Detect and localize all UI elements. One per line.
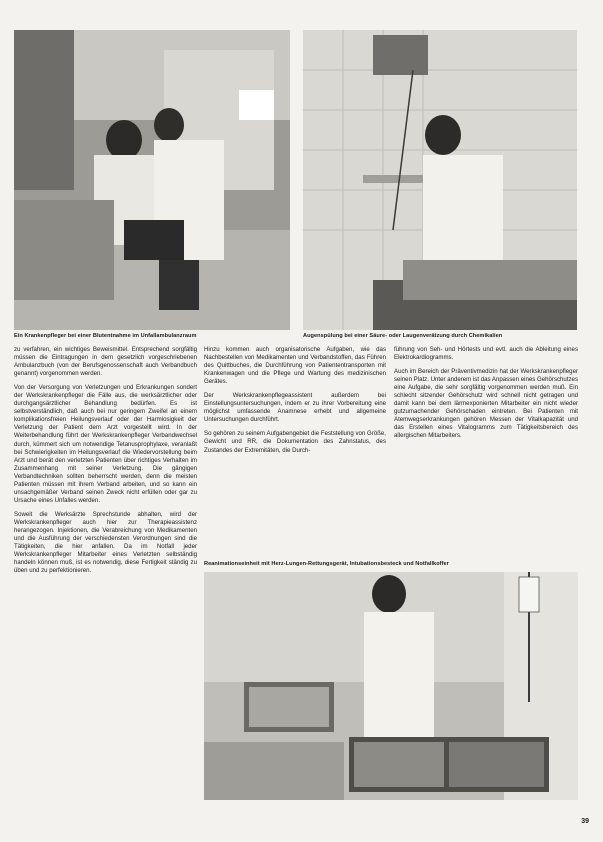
photo-eye-wash: [303, 30, 577, 330]
caption-photo1: Ein Krankenpfleger bei einer Blutentnahme im Unfallambulanzraum: [14, 333, 197, 339]
text-column-1: [14, 346, 197, 798]
caption-photo2: Augenspülung bei einer Säure- oder Laugenverätzung durch Chemikalien: [303, 333, 503, 339]
photo-resuscitation-unit: [204, 572, 578, 800]
paragraph: Auch im Bereich der Präventivmedizin hat der Werkskrankenpfleger seinen Platz. Unter anderem ist das Anpassen eines Gehörschutzes eine Aufgabe, die sehr sorgfältig vorgenommen werden muß. Ein schlecht sitzender Gehörschutz wird schnell nicht getragen und damit kann bei dem lärmexponierten Mitarbeiter ein nicht wieder gutzumachender Gehörschaden eintreten. Bei Patienten mit Atemwegserkrankungen gehören Messen der Vitalkapazität und das Erstellen eines Vitalogramms zum Tätigkeitsbereich des allergischen Mitarbeiters.: [394, 368, 578, 440]
page-number: 39: [581, 818, 589, 825]
paragraph: Soweit die Werksärzte Sprechstunde abhalten, wird der Werkskrankenpfleger auch hier zur Therapieassistenz herangezogen. Injektionen, die Verabreichung von Medikamenten und die Ausführung der verschiedensten Verordnungen sind die Tätigkeiten, die hier anfallen. Da im Notfall jeder Werkskrankenpfleger Mitarbeiter eines Verletzten selbständig handeln können muß, ist es notwendig, diese Fertigkeit ständig zu üben und zu perfektionieren.: [14, 510, 197, 575]
paragraph: Hinzu kommen auch organisatorische Aufgaben, wie das Nachbestellen von Medikamenten und Verbandstoffen, das Führen des Quittbuches, die Durchführung von Patiententransporten mit Krankenwagen und die Pflege und Wartung des medizinischen Gerätes.: [204, 346, 386, 386]
text-column-2: [204, 346, 386, 551]
paragraph: zu verfahren, ein wichtiges Beweismittel. Entsprechend sorgfältig müssen die Eintragungen in dem gesetzlich vorgeschriebenen Ambulanzbuch (von der Berufsgenossenschaft auch Verbandbuch genannt) vorgenommen werden.: [14, 346, 197, 378]
caption-photo3: Reanimationseinheit mit Herz-Lungen-Rettungsgerät, Intubationsbesteck und Notfallkoffer: [204, 561, 449, 567]
paragraph: Der Werkskrankenpflegeassistent außerdem bei Einstellungsuntersuchungen, indem er zu ihrer Vorbereitung eine möglichst umfassende Anamnese erhebt und allgemeine Untersuchungen durchführt.: [204, 392, 386, 424]
photo-blood-draw: [14, 30, 290, 330]
text-column-3: [394, 346, 578, 551]
paragraph: Von der Versorgung von Verletzungen und Erkrankungen sondert der Werkskrankenpfleger die Fälle aus, die werksärztlicher oder durchgangsärztlicher Behandlung bedürfen. Es ist selbstverständlich, daß auch bei nur geringem Zweifel an einem komplikationsfreien Heilungsverlauf oder der Harmlosigkeit der Verletzung der Patient dem Arzt vorgestellt wird. In der Weiterbehandlung führt der Werkskrankenpfleger Verbandwechsel durch, kümmert sich um notwendige Tetanusprophylaxe, veranlaßt bei Schwierigkeiten im Heilungsverlauf die Wiedervorstellung beim Arzt und berät den verletzten Patienten über richtiges Verhalten im Zusammenhang mit seiner Verletzung. Die gängigen Verbandtechniken sollten beherrscht werden, denn die meisten Patienten müssen mit ihrem Verband arbeiten, und so kann ein unsachgemäßer Verband seinen Zweck nicht erfüllen oder gar zu Ursache eines Unfalles werden.: [14, 384, 197, 504]
paragraph: So gehören zu seinem Aufgabengebiet die Feststellung von Größe, Gewicht und RR, die Dokumentation des Zahnstatus, des Zustandes der Extremitäten, die Durch-: [204, 430, 386, 454]
paragraph: führung von Seh- und Hörtests und evtl. auch die Ableitung eines Elektrokardiogramms.: [394, 346, 578, 362]
